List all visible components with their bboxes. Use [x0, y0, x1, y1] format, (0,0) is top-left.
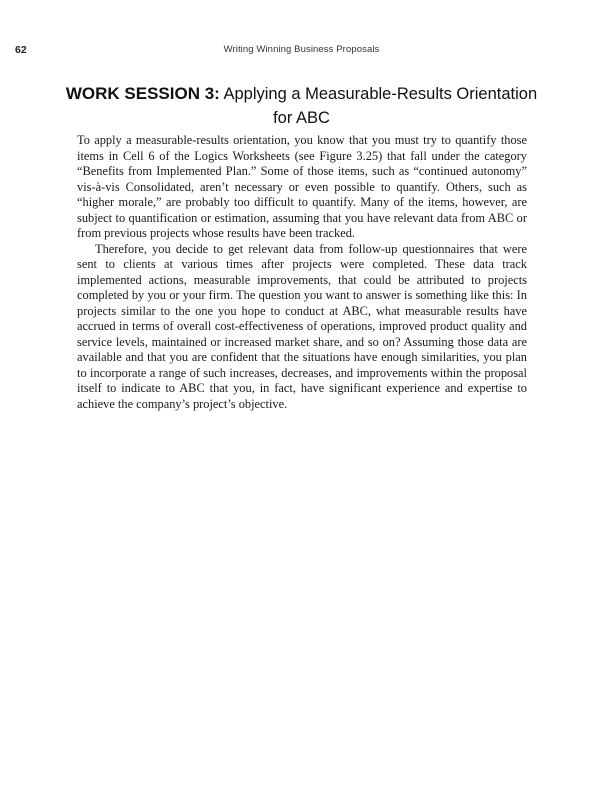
- page-number: 62: [15, 44, 27, 56]
- section-title-text: Applying a Measurable-Results Orientation for ABC: [219, 85, 538, 127]
- paragraph-2: Therefore, you decide to get relevant data from follow-up questionnaires that were sent to clients at various times after projects were completed. These data track implemented actions, measurable improvements, that could be attributed to projects completed by you or your firm. The question you want to answer is something like this: In projects similar to the one you hope to conduct at ABC, what measurable results have accrued in terms of overall cost-effectiveness of operations, improved product quality and service levels, maintained or increased market share, and so on? Assuming those data are available and that you are confident that the situations have enough similarities, you plan to incorporate a range of such increases, decreases, and improvements within the proposal itself to indicate to ABC that you, in fact, have significant experience and expertise to achieve the company’s project’s objective.: [77, 241, 527, 411]
- body-text: [77, 133, 527, 412]
- paragraph-1: To apply a measurable-results orientation, you know that you must try to quantify those items in Cell 6 of the Logics Worksheets (see Figure 3.25) that fall under the category “Benefits from Implemented Plan.” Some of those items, such as “continued autonomy” vis-à-vis Consolidated, aren’t necessary or even possible to quantify. Others, such as “higher morale,” are probably too difficult to quantify. Many of the items, however, are subject to quantification or estimation, assuming that you have relevant data from ABC or from previous projects whose results have been tracked.: [77, 133, 527, 240]
- section-title-label: WORK SESSION 3:: [65, 84, 220, 103]
- page-header: [15, 44, 588, 58]
- running-head: Writing Winning Business Proposals: [223, 44, 380, 55]
- section-title: [60, 82, 543, 130]
